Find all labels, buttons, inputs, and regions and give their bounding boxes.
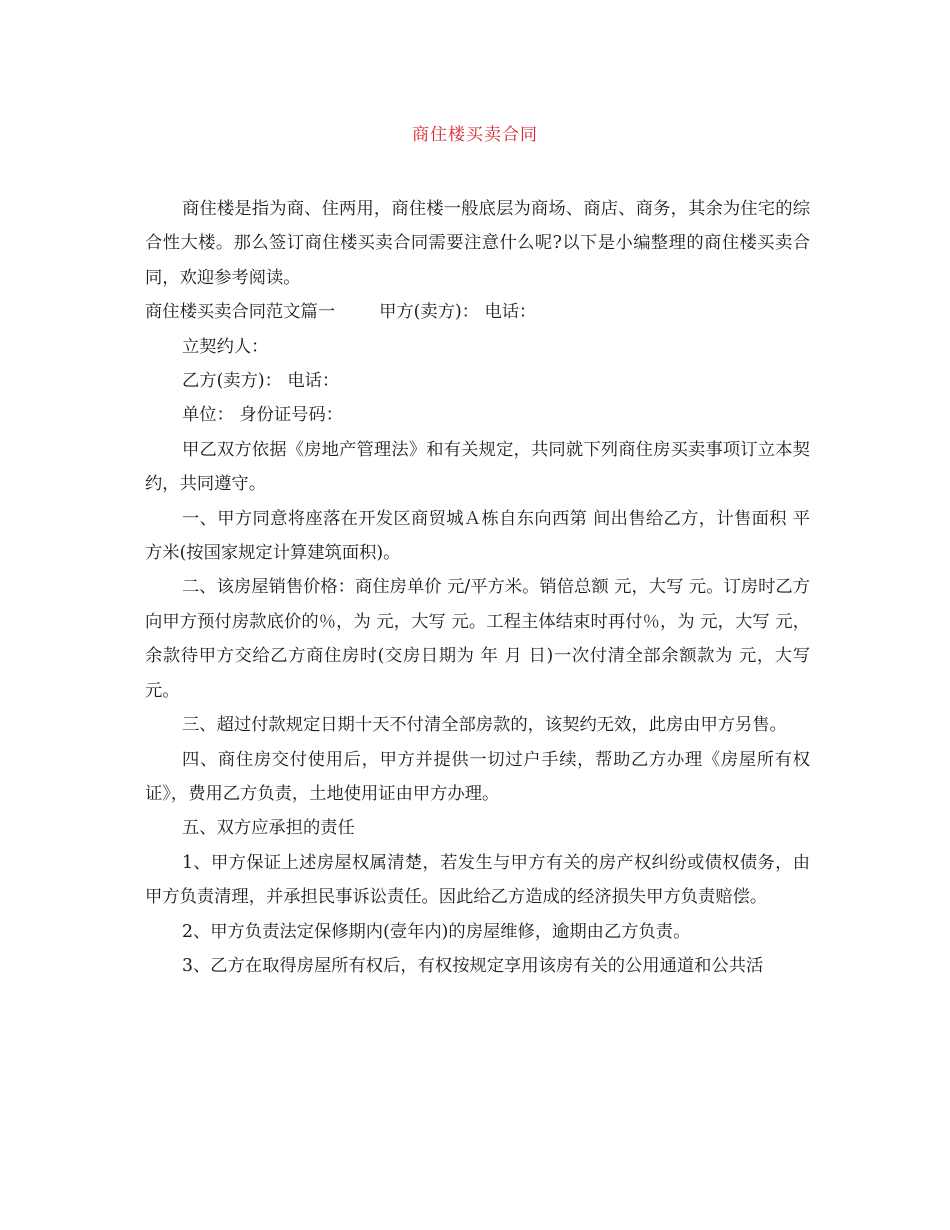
party-b-line: 乙方(卖方)： 电话： [182,371,340,392]
signer-line: 立契约人： [182,336,269,357]
clause-5-heading: 五、双方应承担的责任 [182,818,355,839]
item-2: 2、甲方负责法定保修期内(壹年内)的房屋维修，逾期由乙方负责。 [182,921,691,942]
section-heading-line [145,295,810,329]
item-3: 3、乙方在取得房屋所有权后，有权按规定享用该房有关的公用通道和公共活 [182,955,764,976]
clause-3: 三、超过付款规定日期十天不付清全部房款的，该契约无效，此房由甲方另售。 [182,715,787,736]
clause-4: 四、商住房交付使用后，甲方并提供一切过户手续，帮助乙方办理《房屋所有权证》，费用乙方负责，土地使用证由甲方办理。 [145,749,810,804]
party-a-line: 甲方(卖方)： 电话： [379,302,537,323]
unit-line: 单位： 身份证号码： [182,405,344,426]
preamble-paragraph: 甲乙双方依据《房地产管理法》和有关规定，共同就下列商住房买卖事项订立本契约，共同遵守。 [145,439,810,495]
item-1: 1、甲方保证上述房屋权属清楚，若发生与甲方有关的房产权纠纷或债权债务，由甲方负责清理，并承担民事诉讼责任。因此给乙方造成的经济损失甲方负责赔偿。 [145,852,810,908]
document-title: 商住楼买卖合同 [412,125,538,145]
intro-paragraph: 商住楼是指为商、住两用，商住楼一般底层为商场、商店、商务，其余为住宅的综合性大楼。那么签订商住楼买卖合同需要注意什么呢?以下是小编整理的商住楼买卖合同，欢迎参考阅读。 [145,199,810,288]
clause-1: 一、甲方同意将座落在开发区商贸城Ａ栋自东向西第 间出售给乙方，计售面积 平方米(按国家规定计算建筑面积)。 [145,508,810,564]
document-body [145,192,810,983]
clause-2: 二、该房屋销售价格：商住房单价 元/平方米。销倍总额 元，大写 元。订房时乙方向甲方预付房款底价的％，为 元，大写 元。工程主体结束时再付％，为 元，大写 元，余款待甲方交给乙方商住房时(交房日期为 年 月 日)一次付清全部余额款为 元，大写 元。 [145,577,810,701]
section-heading: 商住楼买卖合同范文篇一 [145,302,336,323]
